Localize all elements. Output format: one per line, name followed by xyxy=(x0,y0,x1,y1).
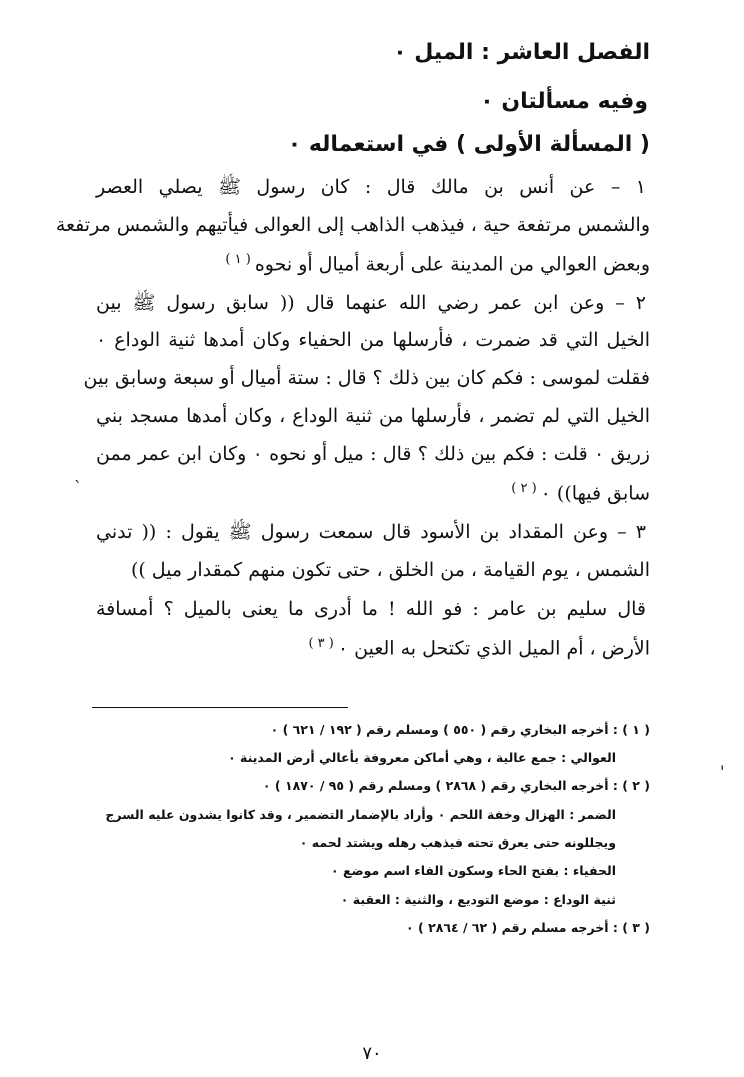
footnote-line: الضمر : الهزال وخفة اللحم ٠ وأراد بالإضمار التضمير ، وقد كانوا يشدون عليه السرج xyxy=(105,807,616,822)
paragraph-line: الخيل التي قد ضمرت ، فأرسلها من الحفياء وكان أمدها ثنية الوداع ٠ xyxy=(96,329,650,351)
page-number: ٧٠ xyxy=(362,1043,382,1064)
footnote-ref: ( ٣ ) xyxy=(308,636,334,651)
paragraph-line: وبعض العوالي من المدينة على أربعة أميال أو نحوه$^{( ١ )}$ xyxy=(225,252,650,276)
paragraph-line: الأرض ، أم الميل الذي تكتحل به العين $٠^{( ٣ )}$ xyxy=(308,636,650,660)
footnote-line: ( ٢ ) : أخرجه البخاري رقم ( ٢٨٦٨ ) ومسلم رقم ( ٩٥ / ١٨٧٠ ) ٠ xyxy=(262,778,650,793)
paragraph-line: قال سليم بن عامر : فو الله ! ما أدرى ما يعنى بالميل ؟ أمسافة xyxy=(96,598,646,620)
footnote-line: ثنية الوداع : موضع التوديع ، والثنية : العقبة ٠ xyxy=(340,892,616,907)
margin-mark: ' xyxy=(720,762,725,781)
footnote-line: ( ١ ) : أخرجه البخاري رقم ( ٥٥٠ ) ومسلم رقم ( ١٩٢ / ٦٢١ ) ٠ xyxy=(270,722,650,737)
paragraph-line: ٣ – وعن المقداد بن الأسود قال سمعت رسول ﷺ يقول : (( تدني xyxy=(96,521,646,543)
paragraph-line: ١ – عن أنس بن مالك قال : كان رسول ﷺ يصلي العصر xyxy=(96,176,646,198)
footnote-ref: ( ١ ) xyxy=(225,252,251,267)
footnote-line: ويجللونه حتى يعرق تحته فيذهب رهله ويشتد لحمه ٠ xyxy=(299,835,616,850)
chapter-title: الفصل العاشر : الميل ٠ xyxy=(393,40,650,65)
issue-title: ( المسألة الأولى ) في استعماله ٠ xyxy=(287,132,650,157)
paragraph-line: زريق ٠ قلت : فكم بين ذلك ؟ قال : ميل أو نحوه ٠ وكان ابن عمر ممن xyxy=(96,443,650,465)
paragraph-line: والشمس مرتفعة حية ، فيذهب الذاهب إلى العوالى فيأتيهم والشمس مرتفعة xyxy=(55,214,650,236)
footnote-separator xyxy=(92,707,348,708)
paragraph-line: الشمس ، يوم القيامة ، من الخلق ، حتى تكون منهم كمقدار ميل )) xyxy=(130,559,650,581)
paragraph-line: سابق فيها)) $٠^{( ٢ )}$ xyxy=(511,481,650,505)
footnote-line: العوالي : جمع عالية ، وهي أماكن معروفة بأعالي أرض المدينة ٠ xyxy=(228,750,616,765)
footnote-line: الحفياء : بفتح الحاء وسكون الفاء اسم موضع ٠ xyxy=(331,863,616,878)
margin-mark: ` xyxy=(74,478,82,497)
paragraph-line: فقلت لموسى : فكم كان بين ذلك ؟ قال : ستة أميال أو سبعة وسابق بين xyxy=(83,367,650,389)
footnote-line: ( ٣ ) : أخرجه مسلم رقم ( ٦٢ / ٢٨٦٤ ) ٠ xyxy=(406,920,650,935)
paragraph-line: الخيل التي لم تضمر ، فأرسلها من ثنية الوداع ، وكان أمدها مسجد بني xyxy=(96,405,650,427)
section-subtitle: وفيه مسألتان ٠ xyxy=(480,89,648,114)
paragraph-line: ٢ – وعن ابن عمر رضي الله عنهما قال (( سابق رسول ﷺ بين xyxy=(96,292,646,314)
footnote-ref: ( ٢ ) xyxy=(511,481,537,496)
